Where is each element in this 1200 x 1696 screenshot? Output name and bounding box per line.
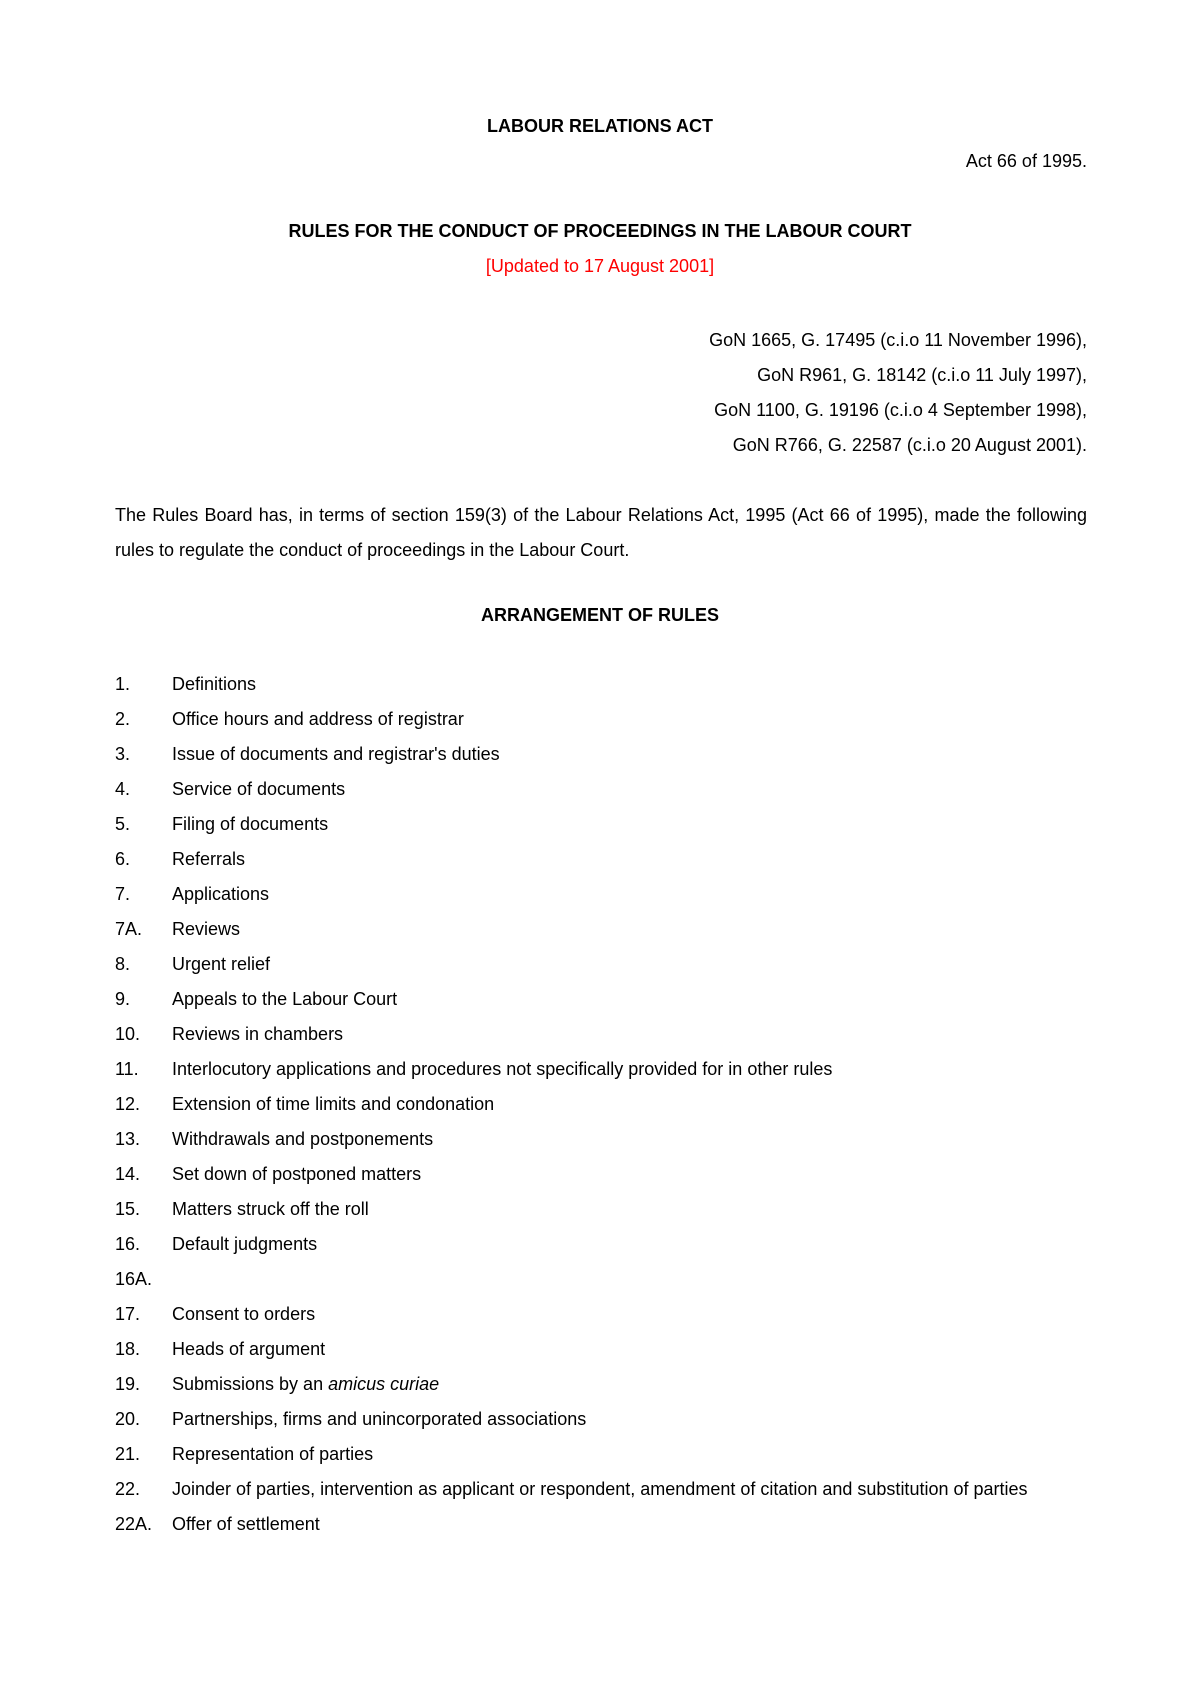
toc-item <box>115 1437 1087 1472</box>
toc-item-number: 8. <box>115 954 131 974</box>
toc-item-title-text: Referrals <box>172 849 246 869</box>
toc-item-number: 6. <box>115 849 131 869</box>
rules-title: RULES FOR THE CONDUCT OF PROCEEDINGS IN THE LABOUR COURT <box>288 221 912 241</box>
updated-note: [Updated to 17 August 2001] <box>485 256 715 276</box>
toc-item-number: 22. <box>115 1479 141 1499</box>
gazette-reference: GoN R766, G. 22587 (c.i.o 20 August 2001). <box>732 435 1087 455</box>
toc-item-title-text: Partnerships, firms and unincorporated associations <box>172 1409 587 1429</box>
toc-item-title <box>172 877 1087 912</box>
toc-item-number: 11. <box>115 1059 139 1079</box>
toc-item <box>115 772 1087 807</box>
toc-item-number: 17. <box>115 1304 141 1324</box>
arrangement-heading: ARRANGEMENT OF RULES <box>481 605 719 625</box>
toc-item <box>115 1052 1087 1087</box>
toc-item-title <box>172 1087 1087 1122</box>
toc-item-title-text: Default judgments <box>172 1234 318 1254</box>
toc-item-title-text: Extension of time limits and condonation <box>172 1094 495 1114</box>
toc-item-title <box>172 1052 1087 1087</box>
toc-item-title <box>172 1227 1087 1262</box>
toc-item-title-text: Joinder of parties, intervention as applicant or respondent, amendment of citation and substitution of parties <box>172 1479 1028 1499</box>
gazette-reference: GoN 1665, G. 17495 (c.i.o 11 November 1996), <box>709 330 1087 350</box>
toc-item-title-text: Reviews in chambers <box>172 1024 344 1044</box>
toc-item-title <box>172 1122 1087 1157</box>
toc-item-number: 22A. <box>115 1514 153 1534</box>
toc-item-title-text: Office hours and address of registrar <box>172 709 464 729</box>
toc-item <box>115 667 1087 702</box>
toc-item-title <box>172 1157 1087 1192</box>
toc-item-number: 19. <box>115 1374 141 1394</box>
toc-item <box>115 1227 1087 1262</box>
toc-item-title-text: Service of documents <box>172 779 346 799</box>
toc-item <box>115 807 1087 842</box>
toc-item-title-text: Consent to orders <box>172 1304 316 1324</box>
toc-item-title <box>172 947 1087 982</box>
toc-item <box>115 1472 1087 1507</box>
toc-item <box>115 1157 1087 1192</box>
toc-item <box>115 1332 1087 1367</box>
toc-item-title <box>172 772 1087 807</box>
preamble-paragraph: The Rules Board has, in terms of section 159(3) of the Labour Relations Act, 1995 (Act 66 of 1995), made the following rules to regulate the conduct of proceedings in the Labour Court. <box>115 505 1087 560</box>
toc-item-title-text: Filing of documents <box>172 814 329 834</box>
toc-item-title-text: Issue of documents and registrar's duties <box>172 744 500 764</box>
toc-item <box>115 912 1087 947</box>
toc-item-number: 15. <box>115 1199 141 1219</box>
toc-item-number: 13. <box>115 1129 141 1149</box>
gazette-references <box>709 323 1087 463</box>
gazette-reference: GoN 1100, G. 19196 (c.i.o 4 September 1998), <box>714 400 1087 420</box>
toc-item <box>115 1507 1087 1542</box>
toc-item <box>115 877 1087 912</box>
toc-item-number: 14. <box>115 1164 141 1184</box>
toc-item-title-text: Heads of argument <box>172 1339 326 1359</box>
toc-item-title <box>172 1262 1087 1297</box>
toc-item-title-text: Interlocutory applications and procedures not specifically provided for in other rules <box>172 1059 833 1079</box>
toc-item-title <box>172 1297 1087 1332</box>
toc-item-number: 12. <box>115 1094 141 1114</box>
toc-item-title <box>172 1332 1087 1367</box>
toc-item-title <box>172 667 1087 702</box>
toc-item-title-text: Set down of postponed matters <box>172 1164 422 1184</box>
toc-item <box>115 1122 1087 1157</box>
toc-item-title-text: Definitions <box>172 674 257 694</box>
toc-item <box>115 947 1087 982</box>
toc-item-title <box>172 1192 1087 1227</box>
toc-item <box>115 1402 1087 1437</box>
toc-item <box>115 842 1087 877</box>
document-title: LABOUR RELATIONS ACT <box>487 116 713 136</box>
toc-item-number: 7A. <box>115 919 143 939</box>
toc-item-title <box>172 1507 1087 1542</box>
toc-item-number: 20. <box>115 1409 141 1429</box>
toc-item-number: 16A. <box>115 1269 153 1289</box>
gazette-reference: GoN R961, G. 18142 (c.i.o 11 July 1997), <box>757 365 1087 385</box>
toc-item-number: 4. <box>115 779 131 799</box>
toc-item-title <box>172 702 1087 737</box>
toc-item <box>115 1192 1087 1227</box>
toc-item-number: 3. <box>115 744 131 764</box>
toc-item <box>115 1017 1087 1052</box>
toc-item-number: 2. <box>115 709 131 729</box>
toc-item <box>115 1297 1087 1332</box>
toc-item-title <box>172 912 1087 947</box>
act-reference: Act 66 of 1995. <box>965 151 1087 171</box>
toc-item <box>115 1367 1087 1402</box>
toc-item-title-italic: amicus curiae <box>328 1374 440 1394</box>
toc-item-title-text: Representation of parties <box>172 1444 374 1464</box>
toc-item-number: 16. <box>115 1234 141 1254</box>
toc-item <box>115 737 1087 772</box>
toc-item-title-text: Matters struck off the roll <box>172 1199 369 1219</box>
toc-item-title <box>172 807 1087 842</box>
toc-item <box>115 1262 1087 1297</box>
toc-item-title <box>172 1367 1087 1402</box>
toc-item-title <box>172 842 1087 877</box>
toc-item-title-text: Submissions by an <box>172 1374 329 1394</box>
toc-item-title-text: Applications <box>172 884 270 904</box>
toc-item-number: 5. <box>115 814 131 834</box>
toc-item-title-text: Urgent relief <box>172 954 271 974</box>
toc-item-title-text: Withdrawals and postponements <box>172 1129 434 1149</box>
toc-item-title <box>172 737 1087 772</box>
toc-item-title-text: Reviews <box>172 919 241 939</box>
toc-item-title <box>172 1402 1087 1437</box>
toc-item-title-text: Offer of settlement <box>172 1514 320 1534</box>
toc-item <box>115 982 1087 1017</box>
toc-item <box>115 1087 1087 1122</box>
toc-item-number: 10. <box>115 1024 141 1044</box>
toc-item-title-text: Appeals to the Labour Court <box>172 989 398 1009</box>
toc-item <box>115 702 1087 737</box>
toc-item-title <box>172 1472 1087 1507</box>
toc-item-number: 7. <box>115 884 131 904</box>
rules-table-of-contents <box>115 667 1087 1542</box>
toc-item-title <box>172 1017 1087 1052</box>
toc-item-number: 21. <box>115 1444 141 1464</box>
toc-item-number: 18. <box>115 1339 141 1359</box>
toc-item-title <box>172 1437 1087 1472</box>
toc-item-title <box>172 982 1087 1017</box>
toc-item-number: 1. <box>115 674 131 694</box>
toc-item-number: 9. <box>115 989 131 1009</box>
